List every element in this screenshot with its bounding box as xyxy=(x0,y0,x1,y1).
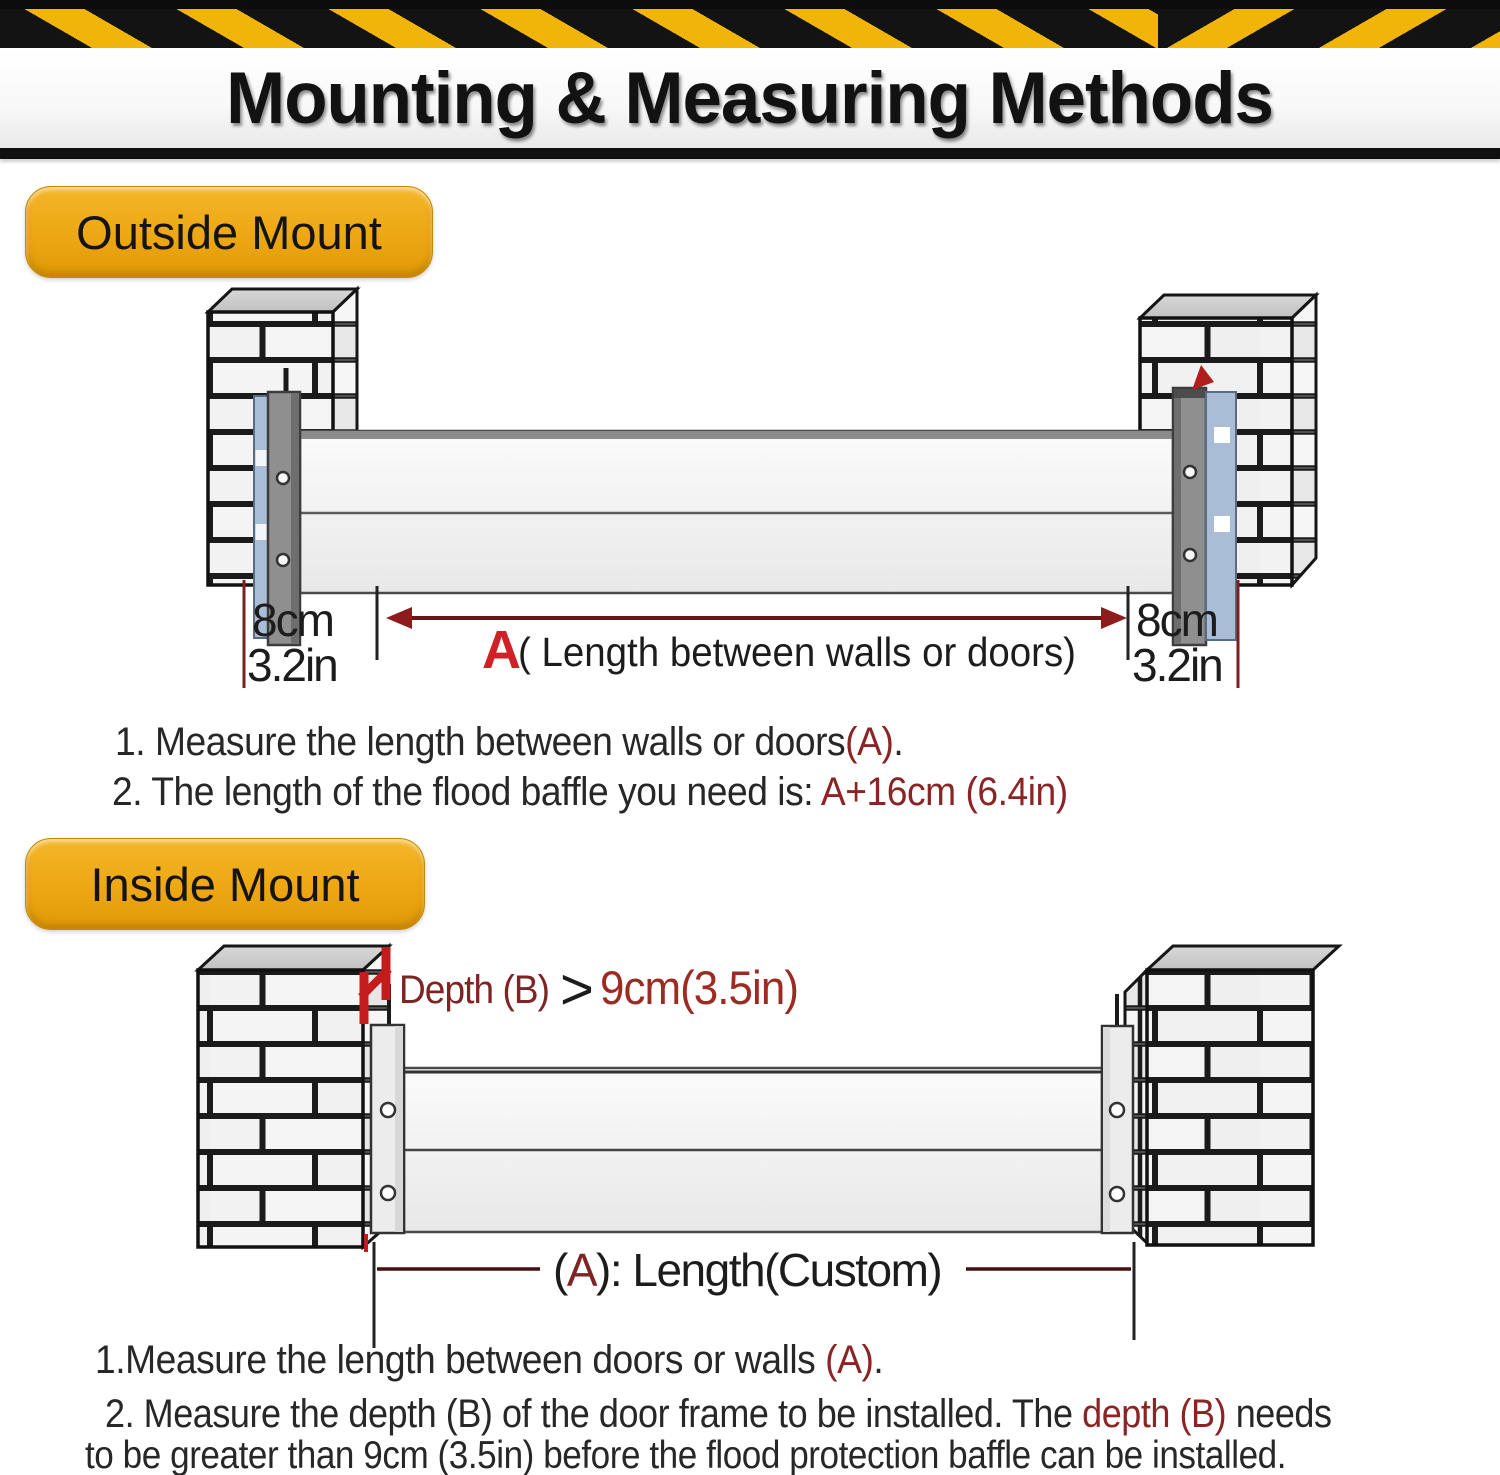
inside-mount-badge-label: Inside Mount xyxy=(90,857,360,911)
outside-step-2-text: 2. The length of the flood baffle you need is: xyxy=(112,770,821,814)
outside-step-1-end: . xyxy=(893,720,904,764)
arrowhead-right-icon xyxy=(1101,607,1127,629)
outside-step-1 xyxy=(115,722,903,762)
inside-right-bracket xyxy=(1102,994,1133,1233)
inside-step-1-end: . xyxy=(873,1338,884,1382)
inside-step-1-red: (A) xyxy=(825,1338,874,1382)
outside-mount-badge xyxy=(25,186,433,278)
span-length-label: ( Length between walls or doors) xyxy=(518,629,1076,675)
depth-label: Depth (B) xyxy=(399,968,549,1012)
outside-mount-diagram xyxy=(0,278,1500,702)
inside-mount-diagram xyxy=(0,930,1500,1350)
depth-value: 9cm(3.5in) xyxy=(600,961,798,1014)
outside-step-1-text: 1. Measure the length between walls or doors xyxy=(115,720,846,764)
inside-step-1-text: 1.Measure the length between doors or walls xyxy=(95,1338,826,1382)
span-letter-a: A xyxy=(482,620,521,680)
outside-mount-badge-label: Outside Mount xyxy=(76,205,382,259)
inside-step-2 xyxy=(105,1394,1332,1434)
inside-flood-baffle-panels xyxy=(404,1068,1102,1232)
left-offset-cm-label: 8cm xyxy=(252,594,333,646)
inside-length-label xyxy=(553,1244,941,1296)
right-offset-cm-label: 8cm xyxy=(1136,594,1217,646)
banner-divider-bar xyxy=(0,148,1500,159)
title-banner xyxy=(0,48,1500,148)
inside-step-3 xyxy=(85,1436,1286,1475)
outside-step-1-red: (A) xyxy=(845,720,894,764)
hazard-tape-edge xyxy=(0,0,1500,9)
inside-right-pillar xyxy=(1125,946,1339,1245)
inside-step-1 xyxy=(95,1340,883,1380)
outside-step-2 xyxy=(112,772,1068,812)
length-label-open: ( xyxy=(553,1244,567,1296)
outside-flood-baffle-panels xyxy=(300,431,1173,593)
right-offset-in-label: 3.2in xyxy=(1132,639,1222,691)
greater-than-symbol: > xyxy=(560,957,594,1022)
length-label-letter: A xyxy=(566,1244,597,1296)
inside-step-2-end: needs xyxy=(1226,1392,1332,1436)
inside-mount-badge xyxy=(25,838,425,930)
outside-step-2-red: A+16cm (6.4in) xyxy=(820,770,1068,814)
left-offset-in-label: 3.2in xyxy=(247,639,337,691)
arrowhead-left-icon xyxy=(386,607,412,629)
inside-step-3-text: to be greater than 9cm (3.5in) before the flood protection baffle can be installed. xyxy=(85,1434,1287,1475)
length-label-rest: ): Length(Custom) xyxy=(596,1244,942,1296)
page-title: Mounting & Measuring Methods xyxy=(226,57,1274,139)
hazard-tape-banner xyxy=(0,0,1500,48)
inside-step-2-text: 2. Measure the depth (B) of the door frame to be installed. The xyxy=(105,1392,1083,1436)
inside-step-2-red: depth (B) xyxy=(1082,1392,1227,1436)
